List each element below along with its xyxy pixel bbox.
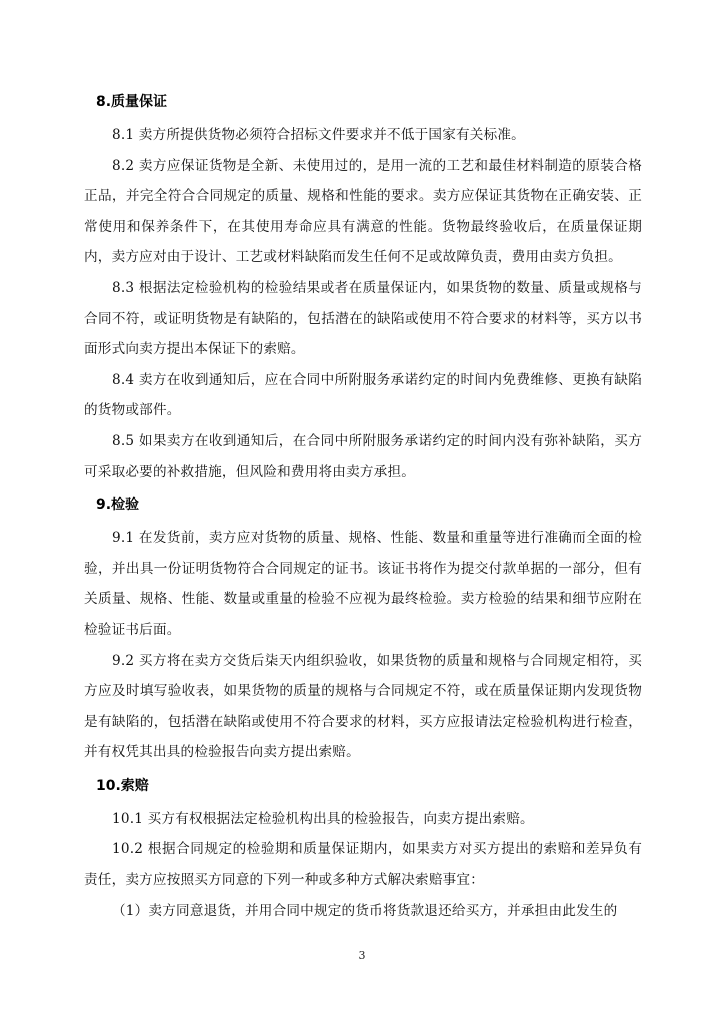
page-number: 3 — [358, 949, 366, 962]
section-10-heading: 10.索赔 — [96, 777, 149, 794]
clause-8-2: 8.2 卖方应保证货物是全新、未使用过的，是用一流的工艺和最佳材料制造的原装合格正品，并完全符合合同规定的质量、规格和性能的要求。卖方应保证其货物在正确安装、正常使用和保养条件下，在其使用寿命应具有满意的性能。货物最终验收后，在质量保证期内，卖方应对由于设计、工艺或材料缺陷而发生任何不足或故障负责，费用由卖方负担。 — [84, 157, 642, 266]
clause-8-3: 8.3 根据法定检验机构的检验结果或者在质量保证内，如果货物的数量、质量或规格与合同不符，或证明货物是有缺陷的，包括潜在的缺陷或使用不符合要求的材料等，买方以书面形式向卖方提出本保证下的索赔。 — [84, 279, 642, 358]
clause-8-1: 8.1 卖方所提供货物必须符合招标文件要求并不低于国家有关标准。 — [112, 127, 525, 143]
clause-8-5: 8.5 如果卖方在收到通知后，在合同中所附服务承诺约定的时间内没有弥补缺陷，买方可采取必要的补救措施，但风险和费用将由卖方承担。 — [84, 432, 642, 480]
section-8-heading: 8.质量保证 — [96, 94, 168, 110]
clause-8-4: 8.4 卖方在收到通知后，应在合同中所附服务承诺约定的时间内免费维修、更换有缺陷的货物或部件。 — [84, 371, 642, 419]
section-9-heading: 9.检验 — [96, 497, 140, 514]
clause-9-1: 9.1 在发货前，卖方应对货物的质量、规格、性能、数量和重量等进行准确而全面的检验，并出具一份证明货物符合合同规定的证书。该证书将作为提交付款单据的一部分，但有关质量、规格、性能、数量或重量的检验不应视为最终检验。卖方检验的结果和细节应附在检验证书后面。 — [84, 530, 642, 638]
clause-10-1: 10.1 买方有权根据法定检验机构出具的检验报告，向卖方提出索赔。 — [112, 810, 534, 827]
clause-9-2: 9.2 买方将在卖方交货后柒天内组织验收，如果货物的质量和规格与合同规定相符，买方应及时填写验收表，如果货物的质量的规格与合同规定不符，或在质量保证期内发现货物是有缺陷的，包括潜在缺陷或使用不符合要求的材料，买方应报请法定检验机构进行检查，并有权凭其出具的检验报告向卖方提出索赔。 — [84, 652, 642, 761]
clause-10-2: 10.2 根据合同规定的检验期和质量保证期内，如果卖方对买方提出的索赔和差异负有责任，卖方应按照买方同意的下列一种或多种方式解决索赔事宜： — [84, 841, 642, 889]
document-body — [84, 84, 642, 926]
clause-10-2-item-1: （1）卖方同意退货，并用合同中规定的货币将货款退还给买方，并承担由此发生的 — [112, 902, 618, 919]
